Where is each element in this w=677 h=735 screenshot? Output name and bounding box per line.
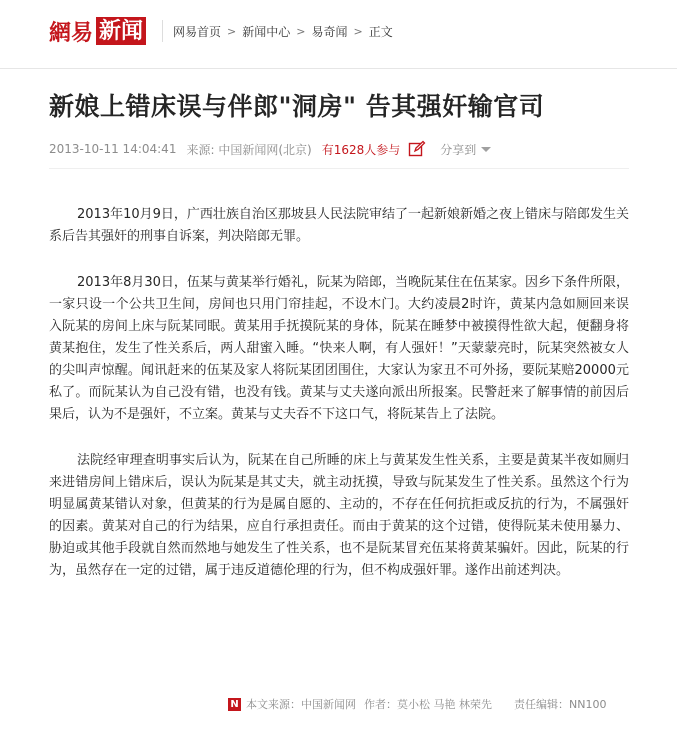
logo-news-text: 新闻 <box>96 17 146 45</box>
participants-prefix: 有 <box>321 142 334 157</box>
source-label: 来源: <box>186 142 215 157</box>
footer-authors: 莫小松 马艳 林荣先 <box>397 698 492 711</box>
share-button[interactable] <box>440 141 491 158</box>
netease-n-icon: N <box>228 698 241 711</box>
breadcrumb-news-center-link[interactable]: 新闻中心 <box>242 25 291 39</box>
article-paragraph: 法院经审理查明事实后认为，阮某在自己所睡的床上与黄某发生性关系，主要是黄某半夜如厕归来进错房间上错床后，误认为阮某是其丈夫，就主动抚摸，导致与阮某发生了性关系。虽然这个行为明显属黄某错认对象，但黄某的行为是属自愿的、主动的，不存在任何抗拒或反抗的行为，不属强奸的因素。黄某对自己的行为结果，应自行承担责任。而由于黄某的这个过错，使得阮某未使用暴力、胁迫或其他手段就自然而然地与她发生了性关系，也不是阮某冒充伍某将黄某骗奸。因此，阮某的行为，虽然存在一定的过错，属于违反道德伦理的行为，但不构成强奸罪。遂作出前述判决。 <box>49 453 629 578</box>
footer-author-label: 作者： <box>364 698 397 711</box>
edit-icon[interactable] <box>408 140 426 158</box>
netease-news-logo[interactable] <box>49 16 146 46</box>
breadcrumb <box>173 23 393 40</box>
article-title: 新娘上错床误与伴郎"洞房" 告其强奸输官司 <box>49 92 545 121</box>
logo-netease-text: 網易 <box>49 19 94 46</box>
breadcrumb-separator-icon: > <box>296 25 306 38</box>
article-paragraph: 2013年10月9日，广西壮族自治区那坡县人民法院审结了一起新娘新婚之夜上错床与陪郎发生关系后告其强奸的刑事自诉案，判决陪郎无罪。 <box>49 207 629 244</box>
article-paragraph: 2013年8月30日，伍某与黄某举行婚礼，阮某为陪郎，当晚阮某住在伍某家。因乡下条件所限，一家只设一个公共卫生间，房间也只用门帘挂起，不设木门。大约凌晨2时许，黄某内急如厕回来误入阮某的房间上床与阮某同眠。黄某用手抚摸阮某的身体，阮某在睡梦中被摸得性欲大起，便翻身将黄某抱住，发生了性关系后，两人甜蜜入睡。“快来人啊，有人强奸！”天蒙蒙亮时，阮某突然被女人的尖叫声惊醒。闻讯赶来的伍某及家人将阮某团团围住，大家认为家丑不可外扬，要阮某赔20000元私了。而阮某认为自己没有错，也没有钱。黄某与丈夫遂向派出所报案。民警赶来了解事情的前因后果后，认为不是强奸，不立案。黄某与丈夫吞不下这口气，将阮某告上了法院。 <box>49 275 629 422</box>
meta-divider <box>49 168 629 169</box>
breadcrumb-home-link[interactable]: 网易首页 <box>173 25 222 39</box>
footer-source[interactable]: 中国新闻网 <box>301 698 356 711</box>
footer-editor: NN100 <box>569 697 607 711</box>
footer-editor-label: 责任编辑： <box>514 698 569 711</box>
chevron-down-icon <box>481 147 491 152</box>
participants-link[interactable] <box>322 141 401 158</box>
footer-source-label: 本文来源： <box>246 698 301 711</box>
source-link[interactable]: 中国新闻网(北京) <box>218 142 312 157</box>
publish-time: 2013-10-11 14:04:41 <box>49 142 177 156</box>
breadcrumb-category-link[interactable]: 易奇闻 <box>311 25 348 39</box>
participants-suffix: 人参与 <box>364 142 401 157</box>
breadcrumb-separator-icon: > <box>227 25 237 38</box>
article-footer <box>228 694 606 714</box>
article-source <box>186 141 311 158</box>
share-label: 分享到 <box>440 142 477 157</box>
logo-divider <box>162 20 163 42</box>
article-body <box>49 204 629 606</box>
breadcrumb-current: 正文 <box>368 25 393 39</box>
breadcrumb-separator-icon: > <box>353 25 363 38</box>
participants-count: 1628 <box>333 142 365 157</box>
article-meta <box>49 139 491 159</box>
top-navigation-bar <box>0 0 677 69</box>
